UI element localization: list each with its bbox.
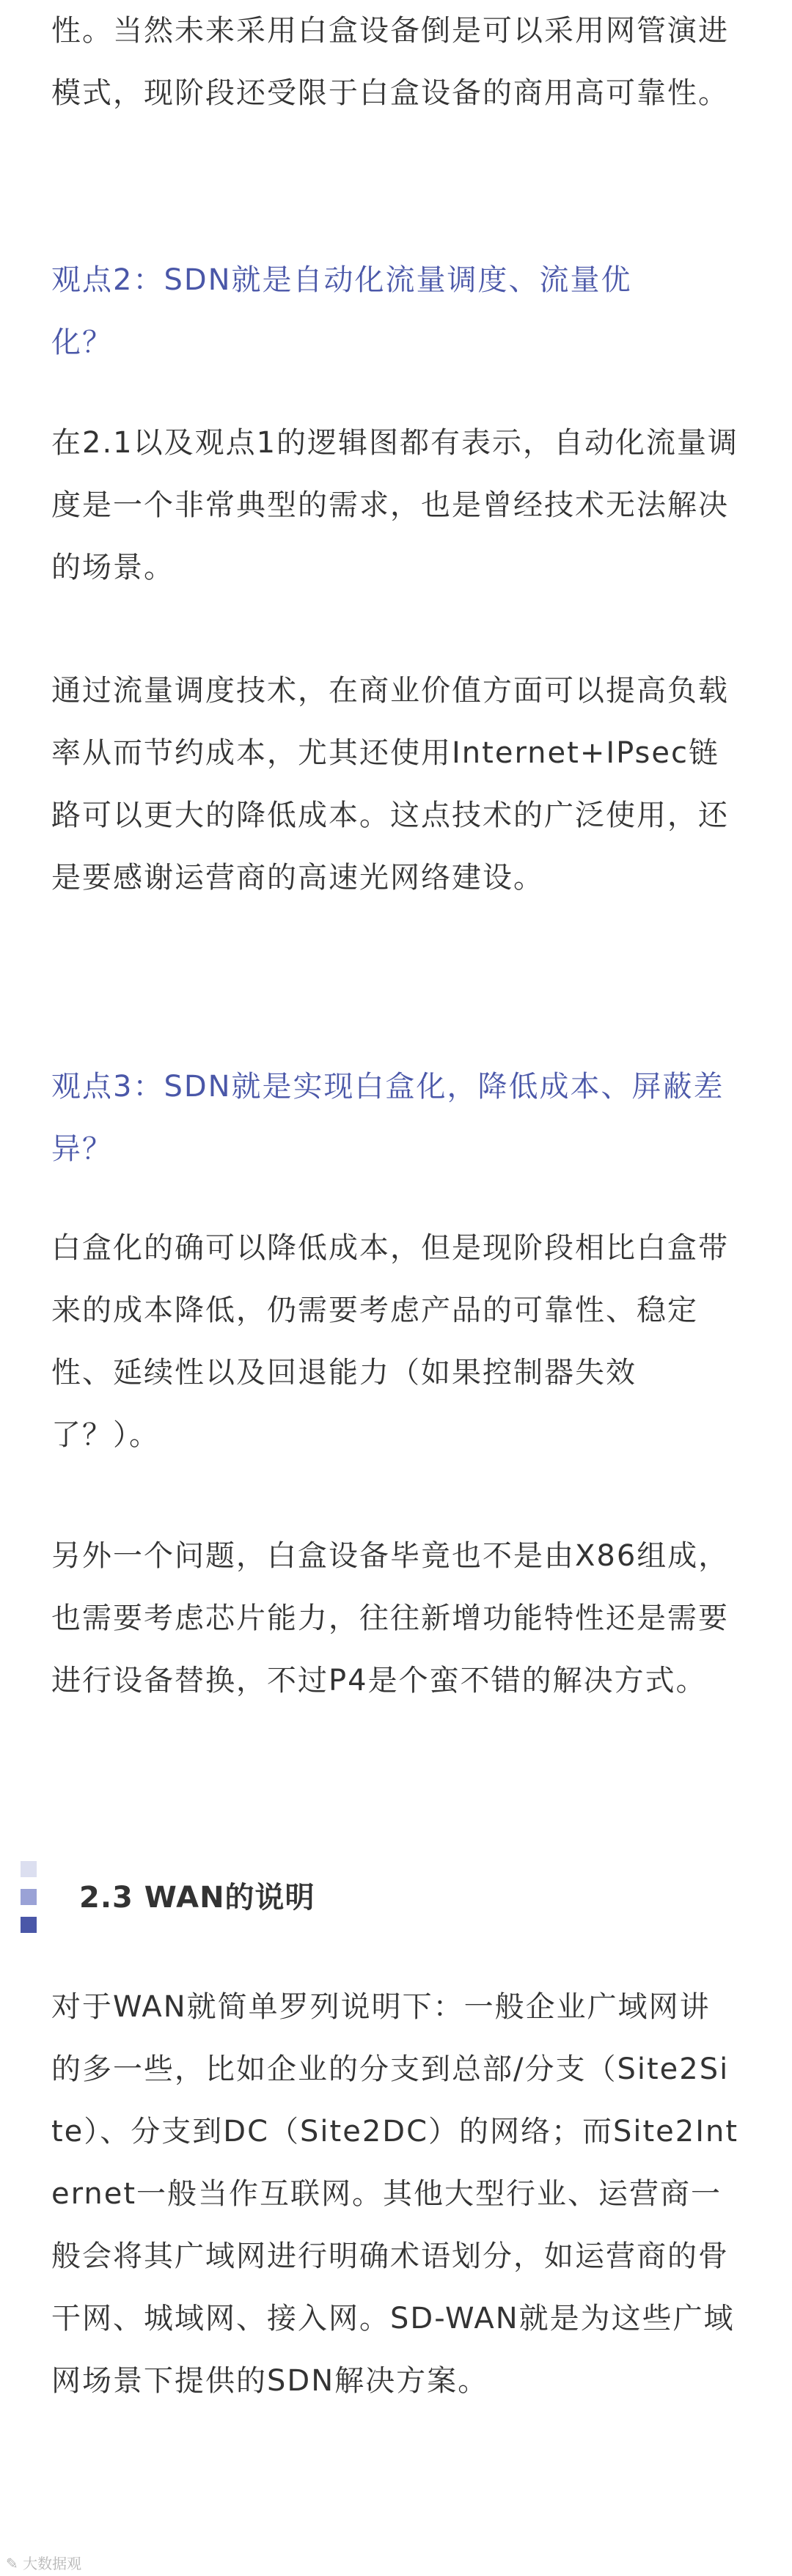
viewpoint-3-heading: 观点3：SDN就是实现白盒化，降低成本、屏蔽差异？ bbox=[51, 1070, 725, 1166]
section-title: 2.3 WAN的说明 bbox=[79, 1881, 315, 1915]
watermark-text: 大数据观 bbox=[23, 2555, 82, 2572]
section-marker-square-mid bbox=[21, 1889, 37, 1905]
section-marker-icon bbox=[21, 1861, 37, 1934]
paragraph-viewpoint3-b: 另外一个问题，白盒设备毕竟也不是由X86组成，也需要考虑芯片能力，往往新增功能特性还是需要进行设备替换，不过P4是个蛮不错的解决方式。 bbox=[51, 1539, 730, 1698]
paragraph-wan: 对于WAN就简单罗列说明下：一般企业广域网讲的多一些，比如企业的分支到总部/分支（Site2Site）、分支到DC（Site2DC）的网络；而Site2Internet一般当作互联网。其他大型行业、运营商一般会将其广域网进行明确术语划分，如运营商的骨干网、城域网、接入网。SD-WAN就是为这些广域网场景下提供的SDN解决方案。 bbox=[51, 1990, 739, 2398]
watermark-logo bbox=[6, 2552, 81, 2573]
paragraph-viewpoint2-a: 在2.1以及观点1的逻辑图都有表示，自动化流量调度是一个非常典型的需求，也是曾经技术无法解决的场景。 bbox=[51, 426, 739, 584]
watermark-icon: ✎ bbox=[6, 2555, 23, 2572]
section-heading bbox=[21, 1861, 681, 1934]
viewpoint-2-heading: 观点2：SDN就是自动化流量调度、流量优化？ bbox=[51, 263, 632, 359]
paragraph-intro: 性。当然未来采用白盒设备倒是可以采用网管演进模式，现阶段还受限于白盒设备的商用高可靠性。 bbox=[51, 14, 729, 110]
paragraph-viewpoint2-b: 通过流量调度技术，在商业价值方面可以提高负载率从而节约成本，尤其还使用Internet+IPsec链路可以更大的降低成本。这点技术的广泛使用，还是要感谢运营商的高速光网络建设。 bbox=[51, 674, 729, 895]
section-marker-square-light bbox=[21, 1861, 37, 1877]
section-marker-square-dark bbox=[21, 1917, 37, 1933]
paragraph-viewpoint3-a: 白盒化的确可以降低成本，但是现阶段相比白盒带来的成本降低，仍需要考虑产品的可靠性、稳定性、延续性以及回退能力（如果控制器失效了？）。 bbox=[51, 1231, 729, 1452]
